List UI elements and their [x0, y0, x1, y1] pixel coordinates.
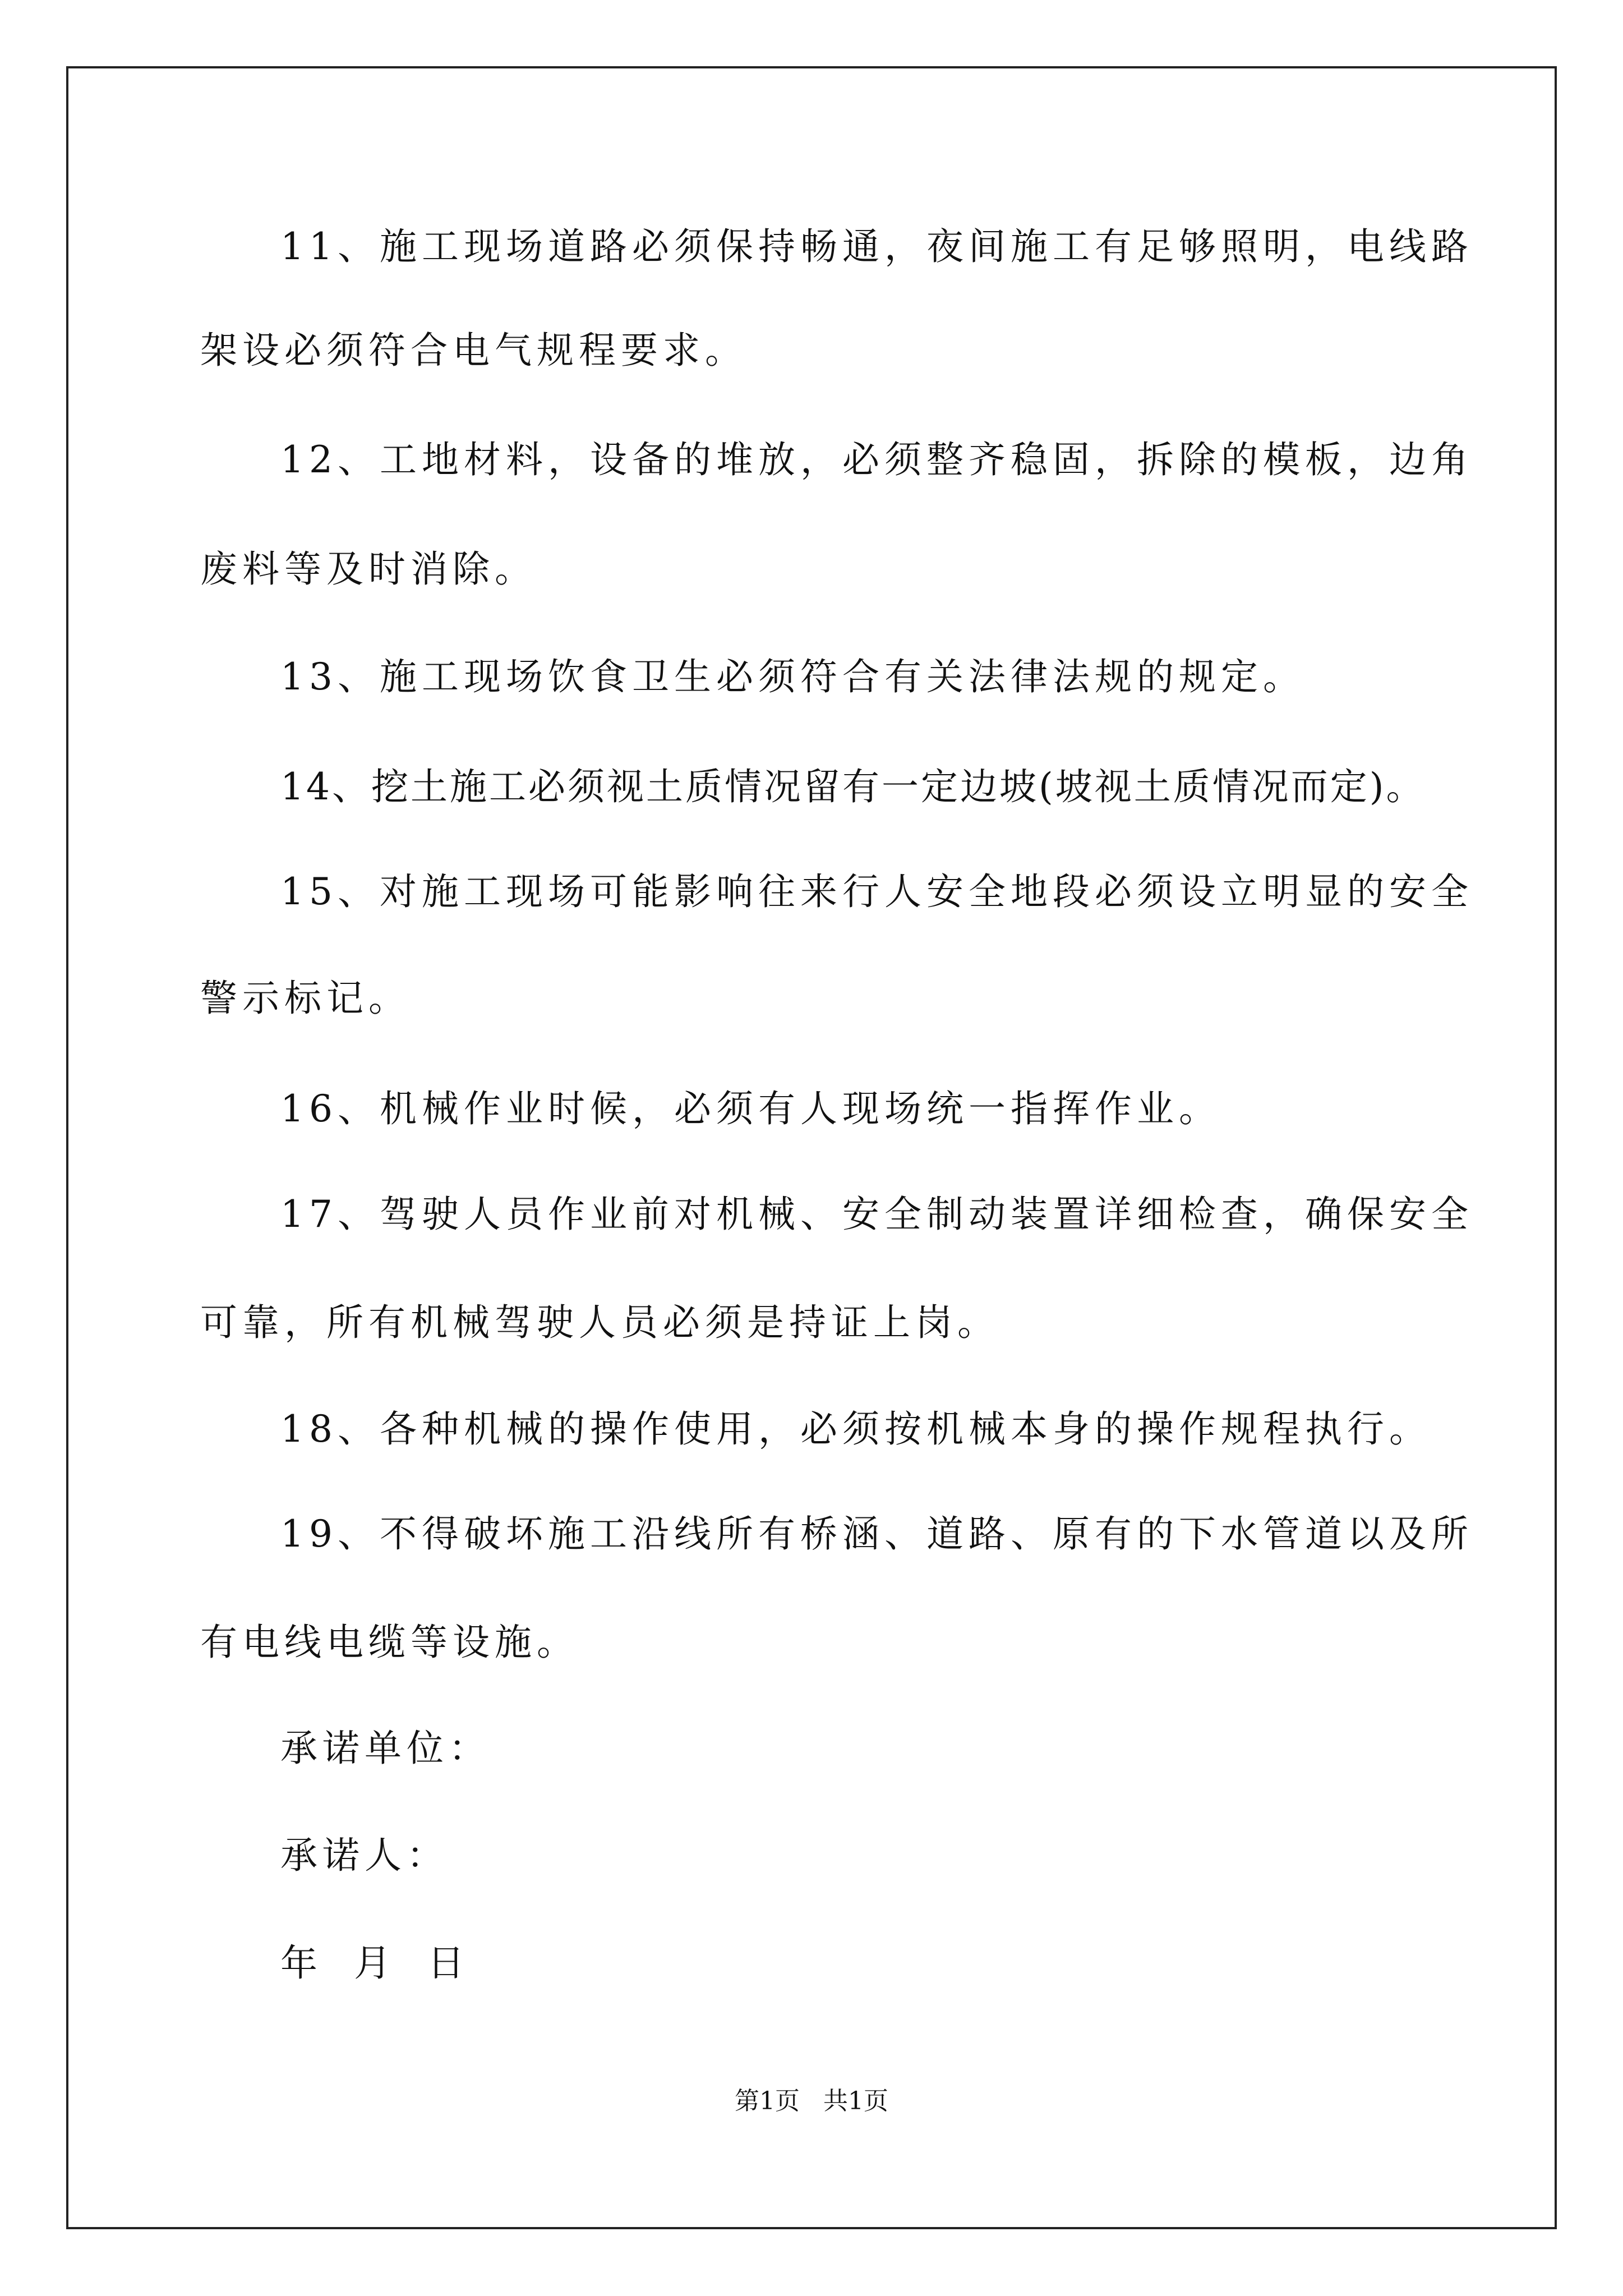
- item-18-line-1: 18、各种机械的操作使用，必须按机械本身的操作规程执行。: [280, 1407, 1431, 1451]
- signature-unit: 承诺单位：: [280, 1727, 491, 1770]
- item-12-line-1: 12、工地材料，设备的堆放，必须整齐稳固，拆除的模板，边角: [280, 438, 1473, 481]
- item-14-line-1: 14、挖土施工必须视土质情况留有一定边坡(坡视土质情况而定)。: [280, 765, 1426, 808]
- item-15-line-2: 警示标记。: [200, 977, 411, 1020]
- item-15-line-1: 15、对施工现场可能影响往来行人安全地段必须设立明显的安全: [280, 870, 1473, 913]
- item-19-line-1: 19、不得破坏施工沿线所有桥涵、道路、原有的下水管道以及所: [280, 1512, 1473, 1556]
- item-11-line-2: 架设必须符合电气规程要求。: [200, 329, 747, 372]
- item-11-line-1: 11、施工现场道路必须保持畅通，夜间施工有足够照明，电线路: [280, 225, 1473, 268]
- item-16-line-1: 16、机械作业时候，必须有人现场统一指挥作业。: [280, 1087, 1221, 1130]
- item-12-line-2: 废料等及时消除。: [200, 547, 537, 591]
- item-19-line-2: 有电线电缆等设施。: [200, 1621, 579, 1664]
- signature-date: 年 月 日: [280, 1941, 477, 1985]
- item-13-line-1: 13、施工现场饮食卫生必须符合有关法律法规的规定。: [280, 655, 1305, 698]
- item-17-line-2: 可靠，所有机械驾驶人员必须是持证上岗。: [200, 1301, 999, 1344]
- item-17-line-1: 17、驾驶人员作业前对机械、安全制动装置详细检查，确保安全: [280, 1193, 1473, 1236]
- page-footer: 第1页 共1页: [735, 2087, 888, 2115]
- signature-person: 承诺人：: [280, 1834, 449, 1877]
- page-border: [66, 66, 1557, 2229]
